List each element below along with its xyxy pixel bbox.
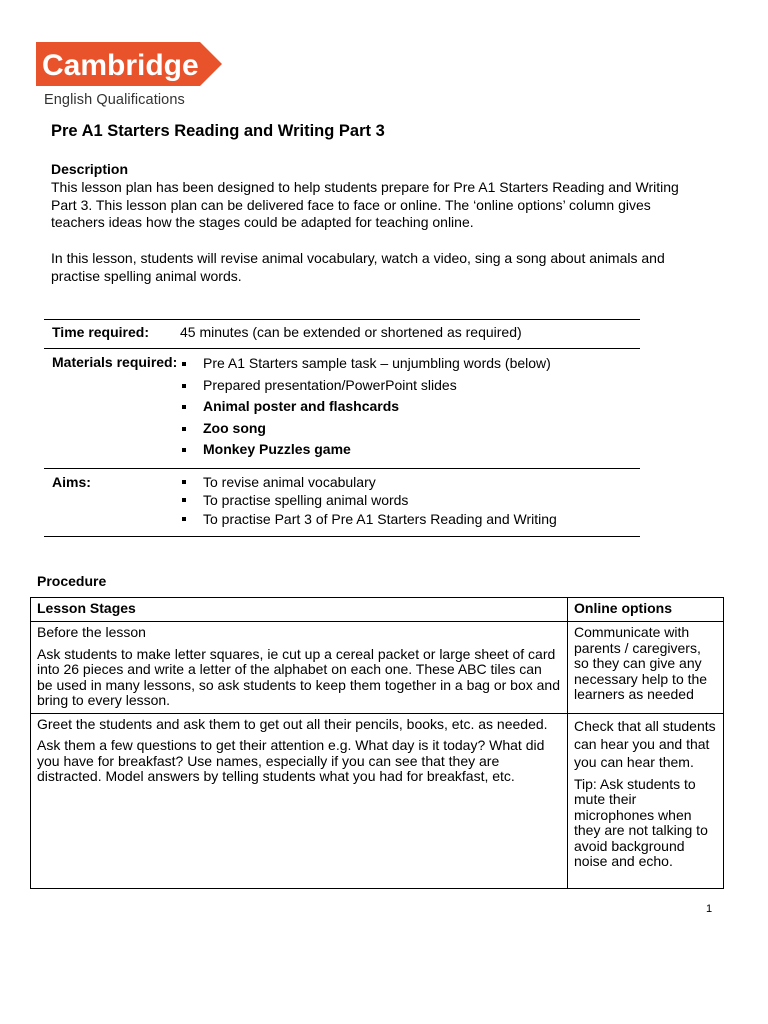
online-text: Communicate with parents / caregivers, so they can give any necessary help to the learners as needed bbox=[574, 624, 708, 702]
description-heading: Description bbox=[51, 161, 129, 177]
column-header-online-options: Online options bbox=[568, 598, 724, 622]
lesson-info-table bbox=[44, 319, 640, 537]
procedure-row bbox=[31, 713, 724, 888]
time-label: Time required: bbox=[44, 320, 180, 349]
online-text: Tip: Ask students to mute their microphones when they are not talking to avoid background noise and echo. bbox=[574, 775, 708, 869]
time-row bbox=[44, 320, 640, 349]
lesson-stage-cell bbox=[31, 713, 568, 888]
online-option-cell bbox=[568, 713, 724, 888]
stage-text: Ask students to make letter squares, ie cut up a cereal packet or large sheet of card into 26 pieces and write a letter of the alphabet on each one. These ABC tiles can be used in many lessons, so ask students to keep them together in a bag or box and bring to every lesson. bbox=[37, 645, 560, 708]
materials-item: Animal poster and flashcards bbox=[180, 396, 640, 418]
materials-item: Monkey Puzzles game bbox=[180, 439, 640, 461]
lesson-stage-cell bbox=[31, 622, 568, 714]
stage-text: Ask them a few questions to get their attention e.g. What day is it today? What did you have for breakfast? Use names, especially if you can see that they are distracted. Model answers by telling students what you had for breakfast, etc. bbox=[37, 737, 545, 784]
logo-subtitle: English Qualifications bbox=[44, 92, 185, 108]
column-header-lesson-stages: Lesson Stages bbox=[31, 598, 568, 622]
cambridge-logo bbox=[36, 42, 222, 86]
aims-item: To revise animal vocabulary bbox=[180, 473, 640, 492]
stage-text: Before the lesson bbox=[37, 624, 146, 640]
stage-text: Greet the students and ask them to get out all their pencils, books, etc. as needed. bbox=[37, 715, 548, 732]
materials-label: Materials required: bbox=[44, 349, 180, 469]
materials-item: Pre A1 Starters sample task – unjumbling words (below) bbox=[180, 353, 640, 375]
description-paragraph-1: This lesson plan has been designed to help students prepare for Pre A1 Starters Reading and Writing Part 3. This lesson plan can be delivered face to face or online. The ‘online options’ column gives teachers ideas how the stages could be adapted for teaching online. bbox=[51, 179, 679, 230]
description-paragraph-2: In this lesson, students will revise animal vocabulary, watch a video, sing a song about animals and practise spelling animal words. bbox=[51, 250, 665, 284]
aims-row bbox=[44, 468, 640, 537]
aims-item: To practise spelling animal words bbox=[180, 491, 640, 510]
aims-item: To practise Part 3 of Pre A1 Starters Reading and Writing bbox=[180, 510, 640, 529]
online-option-cell bbox=[568, 622, 724, 714]
procedure-table bbox=[30, 597, 724, 889]
materials-row bbox=[44, 349, 640, 469]
svg-text:Cambridge: Cambridge bbox=[42, 49, 199, 82]
aims-list bbox=[180, 473, 640, 529]
online-text: Check that all students can hear you and that you can hear them. bbox=[574, 717, 716, 770]
procedure-heading: Procedure bbox=[37, 573, 107, 589]
time-value: 45 minutes (can be extended or shortened as required) bbox=[180, 320, 640, 349]
procedure-row bbox=[31, 622, 724, 714]
materials-item: Zoo song bbox=[180, 418, 640, 440]
aims-label: Aims: bbox=[44, 468, 180, 537]
materials-item: Prepared presentation/PowerPoint slides bbox=[180, 375, 640, 397]
materials-list bbox=[180, 353, 640, 461]
page-title: Pre A1 Starters Reading and Writing Part 3 bbox=[51, 122, 385, 140]
page-number: 1 bbox=[706, 903, 713, 915]
procedure-header-row bbox=[31, 598, 724, 622]
